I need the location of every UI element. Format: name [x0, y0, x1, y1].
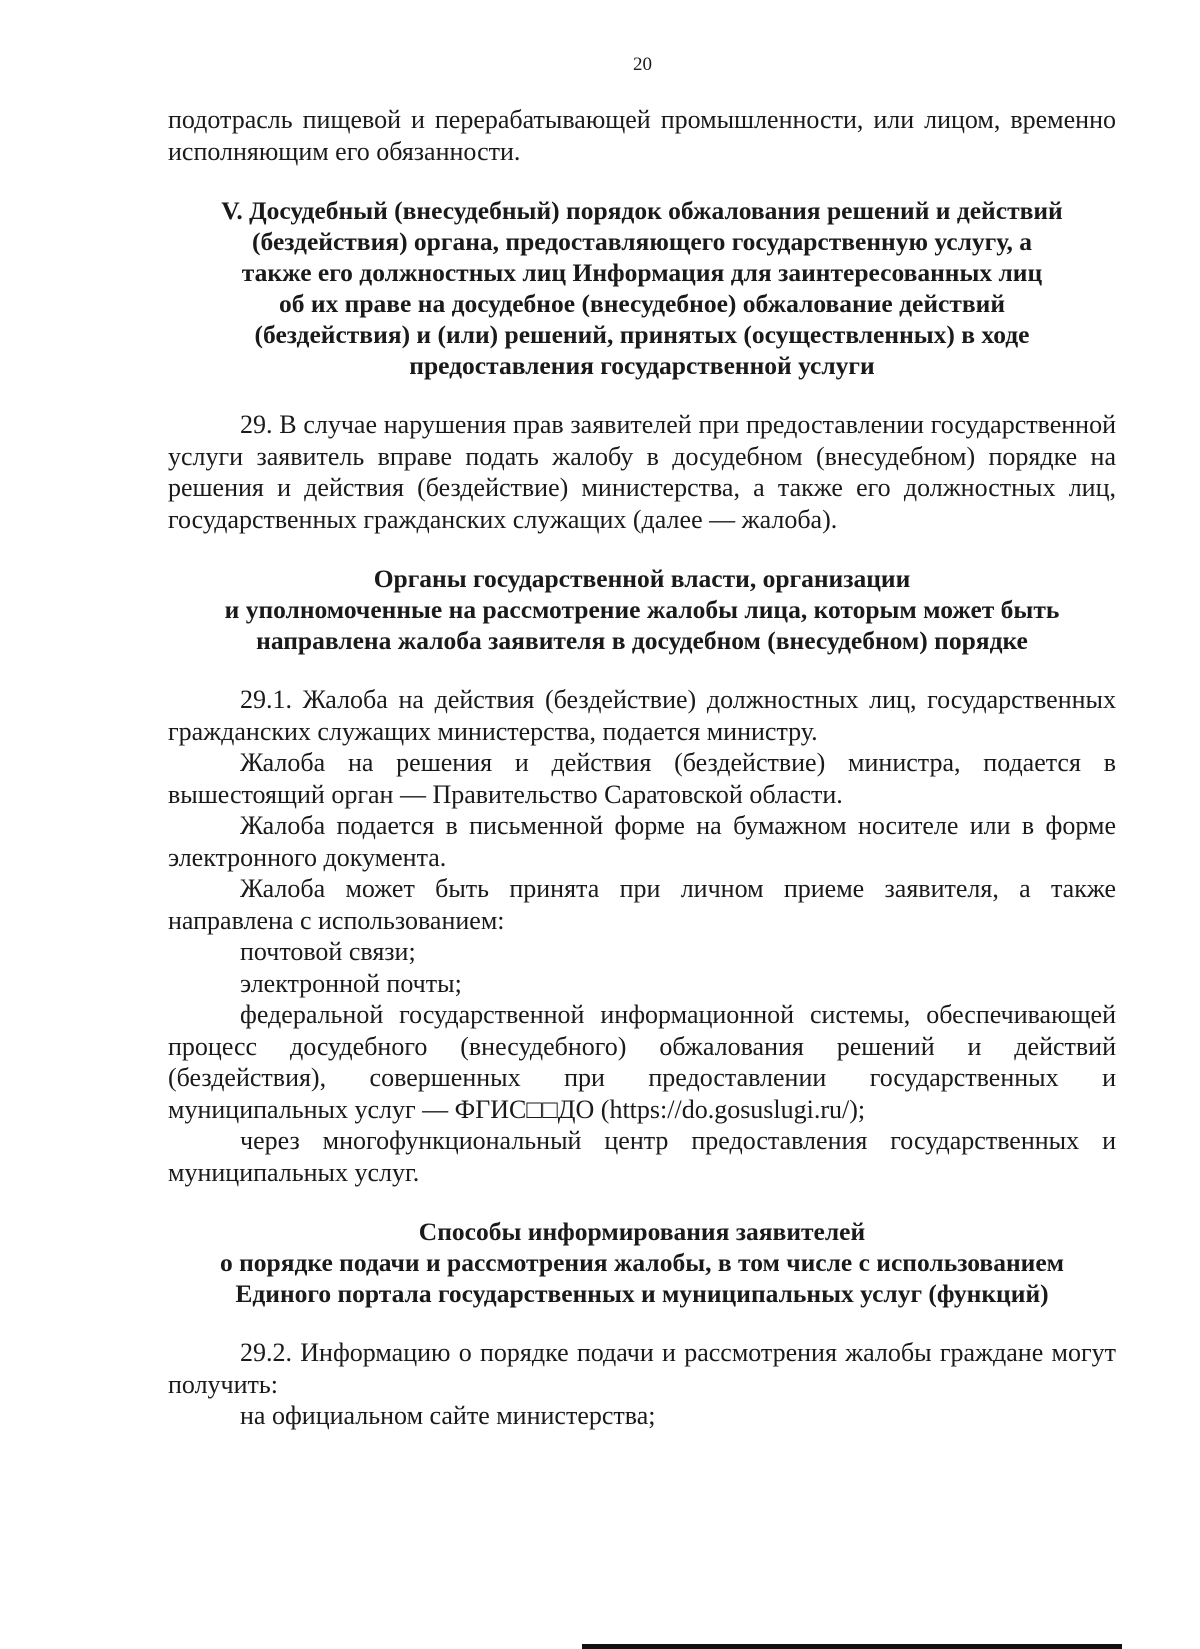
heading-line: (бездействия) органа, предоставляющего государственную услугу, а [252, 227, 1032, 256]
list-item-post: почтовой связи; [240, 937, 416, 966]
paragraph-mfc: через многофункциональный центр предоставления государственных и муниципальных услуг. [168, 1126, 1116, 1187]
paragraph-29: 29. В случае нарушения прав заявителей при предоставлении государственной услуги заявитель вправе подать жалобу в досудебном (внесудебном) порядке на решения и действия (бездействие) министерства, а также его должностных лиц, государственных гражданских служащих (далее — жалоба). [168, 410, 1116, 534]
heading-line: (бездействия) и (или) решений, принятых (осуществленных) в ходе [254, 320, 1030, 349]
section-organs-heading [168, 563, 1116, 656]
heading-line: Органы государственной власти, организации [373, 564, 911, 593]
paragraph-29-1: 29.1. Жалоба на действия (бездействие) должностных лиц, государственных гражданских служащих министерства, подается министру. [168, 685, 1116, 746]
heading-line: Единого портала государственных и муниципальных услуг (функций) [235, 1279, 1049, 1308]
list-item-official-site: на официальном сайте министерства; [240, 1401, 656, 1430]
heading-line: и уполномоченные на рассмотрение жалобы лица, которым может быть [224, 595, 1060, 624]
section-v-heading [168, 195, 1116, 381]
paragraph-written-form: Жалоба подается в письменной форме на бумажном носителе или в форме электронного документа. [168, 811, 1116, 872]
list-item-email: электронной почты; [240, 968, 462, 998]
paragraph-fgis: федеральной государственной информационной системы, обеспечивающей процесс досудебного (внесудебного) обжалования решений и действий (бездействия), совершенных при предоставлении государственных и муниципальных услуг — ФГИС□□ДО (https://do.gosuslugi.ru/); [168, 1000, 1116, 1124]
paragraph-personal-reception: Жалоба может быть принята при личном приеме заявителя, а также направлена с использованием: [168, 874, 1116, 935]
heading-line: об их праве на досудебное (внесудебное) обжалование действий [278, 289, 1006, 318]
section-inform-heading [168, 1216, 1116, 1309]
bottom-rule [582, 1644, 1122, 1649]
heading-line: о порядке подачи и рассмотрения жалобы, в том числе с использованием [219, 1248, 1065, 1277]
intro-paragraph: подотрасль пищевой и перерабатывающей промышленности, или лицом, временно исполняющим его обязанности. [168, 105, 1116, 166]
heading-line: направлена жалоба заявителя в досудебном (внесудебном) порядке [256, 626, 1028, 655]
paragraph-29-2: 29.2. Информацию о порядке подачи и рассмотрения жалобы граждане могут получить: [168, 1338, 1116, 1399]
heading-line: предоставления государственной услуги [409, 351, 875, 380]
paragraph-minister-complaint: Жалоба на решения и действия (бездействие) министра, подается в вышестоящий орган — Правительство Саратовской области. [168, 748, 1116, 809]
heading-line: также его должностных лиц Информация для заинтересованных лиц [241, 258, 1043, 287]
heading-line: V. Досудебный (внесудебный) порядок обжалования решений и действий [221, 196, 1063, 225]
heading-line: Способы информирования заявителей [418, 1217, 866, 1246]
document-body [168, 104, 1116, 1432]
page-number: 20 [633, 54, 652, 75]
